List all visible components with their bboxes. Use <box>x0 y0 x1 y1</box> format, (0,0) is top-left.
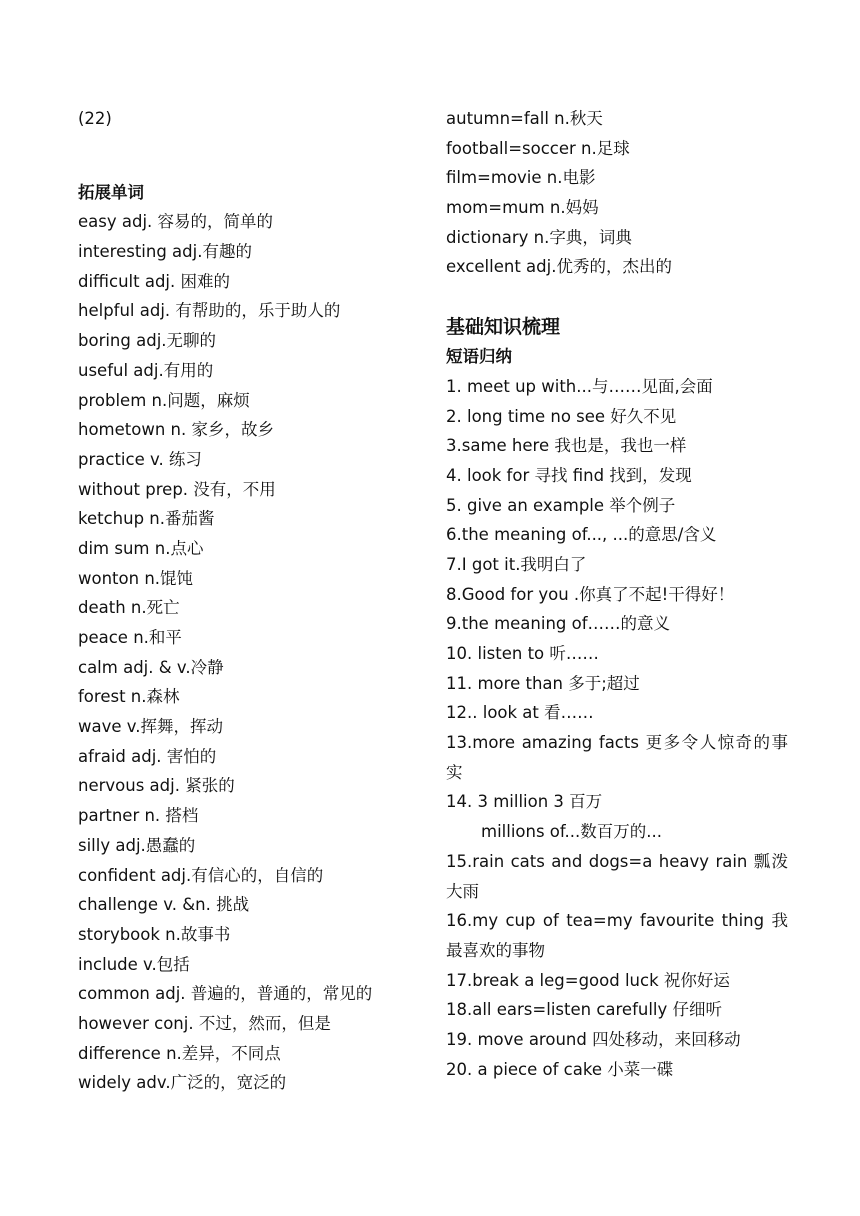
left-column <box>78 104 418 1098</box>
word-entry: common adj. 普遍的，普通的，常见的 <box>78 984 373 1004</box>
phrase-entry: 3.same here 我也是，我也一样 <box>446 436 687 456</box>
section-title-basics: 基础知识梳理 <box>446 316 561 339</box>
word-entry: however conj. 不过，然而，但是 <box>78 1013 331 1033</box>
phrase-entry: 18.all ears=listen carefully 仔细听 <box>446 1000 723 1020</box>
word-entry: practice v. 练习 <box>78 449 202 469</box>
word-entry: calm adj. & v.冷静 <box>78 657 224 677</box>
synonym-entry: film=movie n.电影 <box>446 168 596 188</box>
word-entry: confident adj.有信心的，自信的 <box>78 865 324 885</box>
phrase-entry: 10. listen to 听…… <box>446 644 599 663</box>
phrase-entry: 9.the meaning of……的意义 <box>446 614 671 634</box>
phrase-entry: 5. give an example 举个例子 <box>446 495 676 515</box>
phrase-entry: 6.the meaning of..., ...的意思/含义 <box>446 525 717 545</box>
phrase-entry: 13.more amazing facts 更多令人惊奇的事实 <box>446 733 788 782</box>
word-entry: interesting adj.有趣的 <box>78 242 252 262</box>
phrase-entry: 15.rain cats and dogs=a heavy rain 瓢泼大雨 <box>446 851 788 901</box>
phrase-entry: 19. move around 四处移动，来回移动 <box>446 1030 741 1050</box>
synonym-entry: football=soccer n.足球 <box>446 138 630 158</box>
word-entry: wave v.挥舞，挥动 <box>78 717 223 737</box>
phrase-entry: 16.my cup of tea=my favourite thing 我最喜欢的事物 <box>446 911 788 960</box>
phrase-entry-sub: millions of...数百万的... <box>481 822 662 842</box>
phrase-entry: 8.Good for you .你真了不起!干得好！ <box>446 584 735 604</box>
word-entry: hometown n. 家乡，故乡 <box>78 420 274 440</box>
phrase-entry: 7.I got it.我明白了 <box>446 554 587 574</box>
phrase-entry: 1. meet up with...与……见面,会面 <box>446 376 713 396</box>
word-entry: partner n. 搭档 <box>78 806 199 826</box>
section-heading-expanded-words: 拓展单词 <box>78 182 144 202</box>
spacer <box>78 134 418 178</box>
word-entry: dim sum n.点心 <box>78 538 204 558</box>
word-entry: useful adj.有用的 <box>78 360 214 380</box>
synonym-entry: dictionary n.字典，词典 <box>446 227 632 247</box>
subheading-phrases: 短语归纳 <box>446 347 512 367</box>
word-entry: boring adj.无聊的 <box>78 331 217 351</box>
word-entry: ketchup n.番茄酱 <box>78 509 215 529</box>
word-entry: nervous adj. 紧张的 <box>78 776 235 796</box>
phrase-entry: 11. more than 多于;超过 <box>446 673 640 693</box>
word-entry: easy adj. 容易的，简单的 <box>78 212 274 232</box>
word-entry: without prep. 没有，不用 <box>78 479 276 499</box>
synonym-entry: autumn=fall n.秋天 <box>446 109 603 128</box>
synonym-entry: mom=mum n.妈妈 <box>446 198 599 218</box>
word-entry: difficult adj. 困难的 <box>78 271 230 291</box>
word-entry: silly adj.愚蠢的 <box>78 835 196 855</box>
word-entry: wonton n.馄饨 <box>78 568 194 588</box>
word-entry: problem n.问题，麻烦 <box>78 390 250 410</box>
word-entry: death n.死亡 <box>78 598 180 618</box>
synonym-entry: excellent adj.优秀的，杰出的 <box>446 257 672 277</box>
word-entry: widely adv.广泛的，宽泛的 <box>78 1073 287 1093</box>
phrase-entry: 20. a piece of cake 小菜一碟 <box>446 1059 674 1079</box>
word-entry: helpful adj. 有帮助的，乐于助人的 <box>78 301 341 321</box>
word-entry: peace n.和平 <box>78 628 182 647</box>
word-entry: include v.包括 <box>78 954 190 974</box>
spacer <box>446 282 788 313</box>
page-number: (22) <box>78 109 112 128</box>
phrase-entry: 12.. look at 看…… <box>446 703 594 723</box>
word-entry: forest n.森林 <box>78 687 180 707</box>
word-entry: difference n.差异，不同点 <box>78 1043 281 1063</box>
phrase-entry: 17.break a leg=good luck 祝你好运 <box>446 970 730 990</box>
word-entry: challenge v. &n. 挑战 <box>78 895 250 915</box>
phrase-entry: 4. look for 寻找 find 找到，发现 <box>446 465 692 485</box>
word-entry: storybook n.故事书 <box>78 924 231 944</box>
phrase-entry: 2. long time no see 好久不见 <box>446 406 677 426</box>
phrase-entry: 14. 3 million 3 百万 <box>446 792 603 812</box>
word-entry: afraid adj. 害怕的 <box>78 746 217 766</box>
right-column <box>446 104 788 1084</box>
